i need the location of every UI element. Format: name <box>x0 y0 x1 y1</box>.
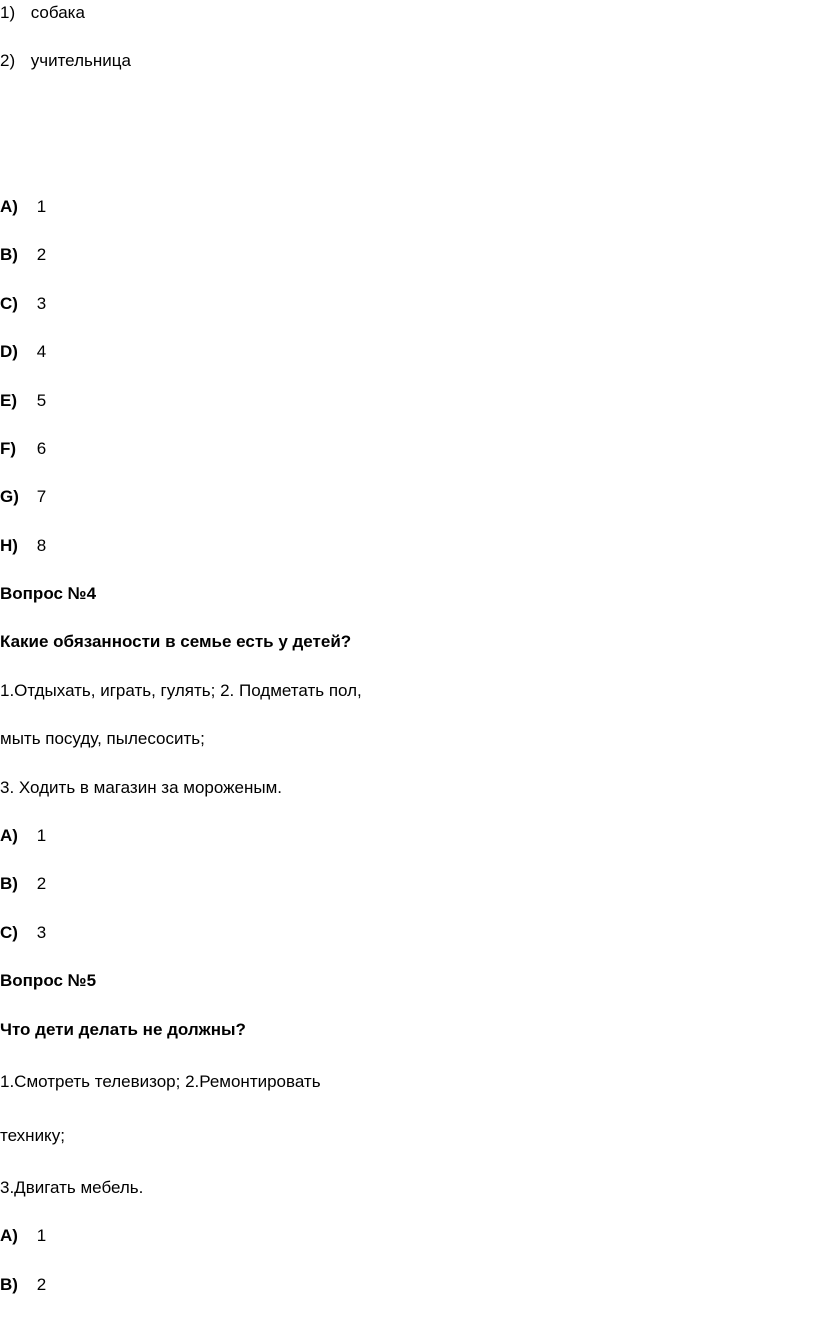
option-value: 2 <box>36 245 47 264</box>
option-letter: B) <box>0 245 18 264</box>
option-letter: B) <box>0 1275 18 1294</box>
option-letter: G) <box>0 487 19 506</box>
answer-option <box>0 1225 46 1247</box>
question-body-line: 3.Двигать мебель. <box>0 1178 144 1197</box>
question-heading: Вопрос №4 <box>0 584 97 603</box>
option-value: 2 <box>36 1275 47 1294</box>
question-body-line: 1.Смотреть телевизор; 2.Ремонтировать <box>0 1072 321 1091</box>
list-item <box>0 2 85 24</box>
answer-option <box>0 535 46 557</box>
option-value: 1 <box>36 1226 47 1245</box>
list-item-text: учительница <box>30 51 131 70</box>
list-item-text: собака <box>30 3 85 22</box>
option-letter: C) <box>0 923 18 942</box>
list-item <box>0 50 131 72</box>
question-text: Какие обязанности в семье есть у детей? <box>0 632 352 651</box>
answer-option <box>0 1274 46 1296</box>
option-value: 4 <box>36 342 47 361</box>
answer-option <box>0 341 46 363</box>
option-value: 6 <box>36 439 47 458</box>
option-value: 8 <box>36 536 47 555</box>
answer-option <box>0 244 46 266</box>
question-text: Что дети делать не должны? <box>0 1020 246 1039</box>
option-value: 3 <box>36 923 47 942</box>
option-value: 3 <box>36 294 47 313</box>
option-letter: A) <box>0 1226 18 1245</box>
answer-option <box>0 922 46 944</box>
answer-option <box>0 196 46 218</box>
option-letter: B) <box>0 874 18 893</box>
question-body-line: технику; <box>0 1126 65 1145</box>
option-value: 1 <box>36 197 47 216</box>
option-letter: E) <box>0 391 17 410</box>
option-letter: D) <box>0 342 18 361</box>
question-body-line: 3. Ходить в магазин за мороженым. <box>0 778 282 797</box>
answer-option <box>0 293 46 315</box>
question-heading: Вопрос №5 <box>0 971 97 990</box>
list-item-number: 2) <box>0 51 16 70</box>
question-body-line: 1.Отдыхать, играть, гулять; 2. Подметать пол, <box>0 681 362 700</box>
option-letter: F) <box>0 439 17 458</box>
list-item-number: 1) <box>0 3 16 22</box>
option-letter: A) <box>0 826 18 845</box>
option-letter: A) <box>0 197 18 216</box>
option-value: 1 <box>36 826 47 845</box>
option-letter: H) <box>0 536 18 555</box>
option-value: 5 <box>36 391 47 410</box>
answer-option <box>0 390 46 412</box>
answer-option <box>0 438 46 460</box>
option-value: 2 <box>36 874 47 893</box>
answer-option <box>0 873 46 895</box>
option-value: 7 <box>36 487 47 506</box>
option-letter: C) <box>0 294 18 313</box>
answer-option <box>0 486 46 508</box>
answer-option <box>0 825 46 847</box>
question-body-line: мыть посуду, пылесосить; <box>0 729 205 748</box>
